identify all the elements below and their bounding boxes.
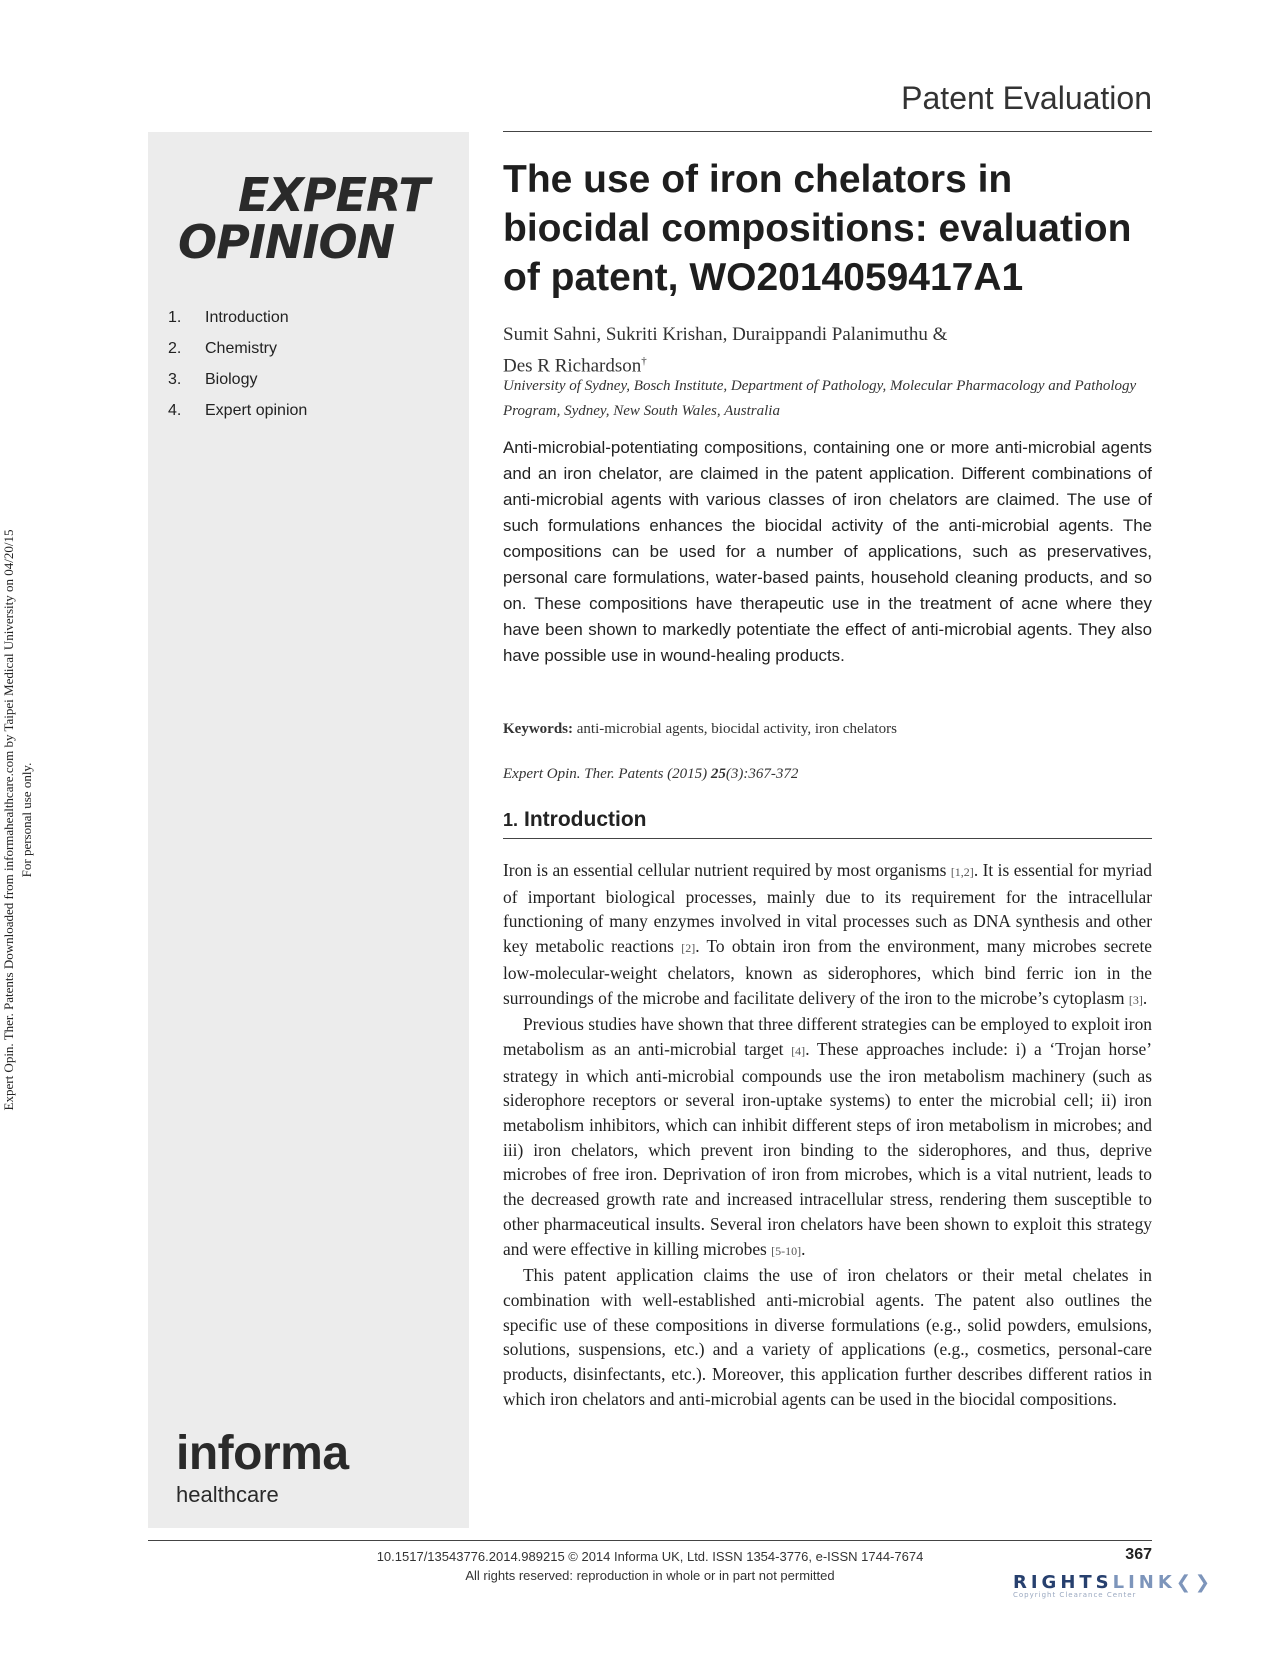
citation-journal: Expert Opin. Ther. Patents (2015) bbox=[503, 766, 708, 782]
body-text-run: . bbox=[1142, 987, 1148, 1008]
doi-line: 10.1517/13543776.2014.989215 © 2014 Informa UK, Ltd. ISSN 1354-3776, e-ISSN 1744-7674 bbox=[376, 1549, 924, 1564]
body-text-run: . These approaches include: i) a ‘Trojan horse’ strategy in which anti-microbial compounds use the iron metabolism machinery (such as siderophore receptors or several iron-uptake systems) to enter the microbial cell; ii) iron metabolism inhibitors, which can inhibit different steps of iron metabolism in microbes; and iii) iron chelators, which prevent iron binding to the siderophores, and thus, deprive microbes of free iron. Deprivation of iron from microbes, which is a vital nutrient, leads to the decreased growth rate and increased intracellular stress, rendering them susceptible to other pharmaceutical insults. Several iron chelators have been shown to exploit this strategy and were effective in killing microbes bbox=[503, 1038, 1152, 1259]
citation-pages: (3):367-372 bbox=[725, 766, 799, 782]
body-text-run: Previous studies have shown that three different strategies can be employed to exploit iron metabolism as an anti-microbial target bbox=[503, 1014, 1152, 1059]
table-of-contents bbox=[168, 302, 307, 426]
authors bbox=[503, 322, 1152, 379]
section-label: Patent Evaluation bbox=[901, 80, 1152, 116]
page-number: 367 bbox=[1125, 1546, 1152, 1563]
logo-line-2: OPINION bbox=[178, 214, 395, 269]
body-text-run: Iron is an essential cellular nutrient required by most organisms bbox=[503, 860, 951, 880]
header-rule bbox=[503, 131, 1152, 132]
authors-line-1: Sumit Sahni, Sukriti Krishan, Duraippandi Palanimuthu & bbox=[503, 324, 948, 345]
toc-item-label: Expert opinion bbox=[205, 401, 308, 419]
footer-rule bbox=[148, 1540, 1152, 1541]
download-note-line-2: For personal use only. bbox=[19, 762, 34, 878]
publisher-name: informa bbox=[176, 1427, 349, 1480]
rightslink-logo[interactable] bbox=[1013, 1572, 1214, 1599]
download-note bbox=[0, 440, 36, 1200]
rightslink-arrow-icon: ❮❯ bbox=[1175, 1572, 1214, 1593]
body-text-run: This patent application claims the use of iron chelators or their metal chelates in combination with well-established anti-microbial agents. The patent also outlines the specific use of these compositions in diverse formulations (e.g., solid powders, emulsions, solutions, suspensions, etc.) and a variety of applications (e.g., cosmetics, personal-care products, disinfectants, etc.). Moreover, this application further describes different ratios in which iron chelators and anti-microbial agents can be used in the biocidal compositions. bbox=[503, 1265, 1152, 1409]
sidebar bbox=[148, 132, 469, 1528]
reference-marker[interactable]: [5-10] bbox=[771, 1243, 802, 1258]
reference-marker[interactable]: [2] bbox=[681, 941, 696, 956]
keywords-label: Keywords: bbox=[503, 721, 573, 737]
toc-item-expert-opinion[interactable] bbox=[168, 395, 307, 426]
author-mark: † bbox=[641, 355, 647, 367]
body-paragraph bbox=[503, 1263, 1152, 1411]
section-heading bbox=[503, 808, 1152, 839]
rightslink-sub: Copyright Clearance Center bbox=[1013, 1591, 1137, 1599]
reference-marker[interactable]: [3] bbox=[1128, 992, 1143, 1007]
toc-item-chemistry[interactable] bbox=[168, 333, 307, 364]
body-text-run: . bbox=[801, 1238, 806, 1259]
toc-item-number: 4. bbox=[168, 401, 182, 419]
rightslink-light: LINK bbox=[1112, 1572, 1176, 1593]
citation-volume: 25 bbox=[710, 766, 726, 782]
corresponding-author: Des R Richardson bbox=[503, 355, 642, 377]
citation bbox=[503, 766, 1152, 783]
toc-item-label: Chemistry bbox=[205, 339, 278, 357]
abstract: Anti-microbial-potentiating compositions, containing one or more anti-microbial agents and an iron chelator, are claimed in the patent application. Different combinations of anti-microbial agents with various classes of iron chelators are claimed. The use of such formulations enhances the biocidal activity of the anti-microbial agents. The compositions can be used for a number of applications, such as preservatives, personal care formulations, water-based paints, household cleaning products, and so on. These compositions have therapeutic use in the treatment of acne where they have been shown to markedly potentiate the effect of anti-microbial agents. They also have possible use in wound-healing products. bbox=[503, 438, 1152, 665]
publisher-sub: healthcare bbox=[176, 1482, 279, 1507]
toc-item-label: Introduction bbox=[205, 308, 289, 326]
reference-marker[interactable]: [4] bbox=[791, 1043, 806, 1058]
body-paragraph bbox=[503, 858, 1152, 1012]
toc-item-biology[interactable] bbox=[168, 364, 307, 395]
body-text-run: . To obtain iron from the environment, many microbes secrete low-molecular-weight chelators, known as siderophores, which bind ferric ion in the surroundings of the microbe and facilitate delivery of the iron to the microbe’s cytoplasm bbox=[503, 936, 1152, 1008]
toc-item-label: Biology bbox=[205, 370, 258, 388]
publisher-logo bbox=[176, 1427, 349, 1508]
affiliation: University of Sydney, Bosch Institute, Department of Pathology, Molecular Pharmacology and Pathology Program, Sydney, New South Wales, Australia bbox=[503, 378, 1137, 419]
rightslink-dark: RIGHTS bbox=[1013, 1572, 1113, 1593]
reference-marker[interactable]: [1,2] bbox=[950, 865, 974, 879]
body-text bbox=[503, 858, 1152, 1411]
article-title: The use of iron chelators in biocidal compositions: evaluation of patent, WO2014059417A1 bbox=[503, 158, 1132, 299]
toc-item-number: 1. bbox=[168, 308, 182, 326]
body-paragraph bbox=[503, 1012, 1152, 1263]
download-note-line-1: Expert Opin. Ther. Patents Downloaded from informahealthcare.com by Taipei Medical University on 04/20/15 bbox=[1, 529, 16, 1111]
rights-line: All rights reserved: reproduction in whole or in part not permitted bbox=[465, 1568, 835, 1583]
keywords-list: anti-microbial agents, biocidal activity, iron chelators bbox=[576, 721, 897, 737]
logo-line-1: EXPERT bbox=[238, 168, 429, 222]
keywords bbox=[503, 721, 1152, 738]
toc-item-number: 2. bbox=[168, 339, 182, 357]
toc-item-introduction[interactable] bbox=[168, 302, 307, 333]
section-title: Introduction bbox=[524, 808, 647, 831]
expert-opinion-logo bbox=[178, 168, 429, 269]
body-text-run: . It is essential for myriad of important biological processes, mainly due to its requirement for the intracellular functioning of many enzymes involved in vital processes such as DNA synthesis and other key metabolic reactions bbox=[503, 860, 1152, 957]
section-number: 1. bbox=[503, 810, 519, 830]
toc-item-number: 3. bbox=[168, 370, 182, 388]
